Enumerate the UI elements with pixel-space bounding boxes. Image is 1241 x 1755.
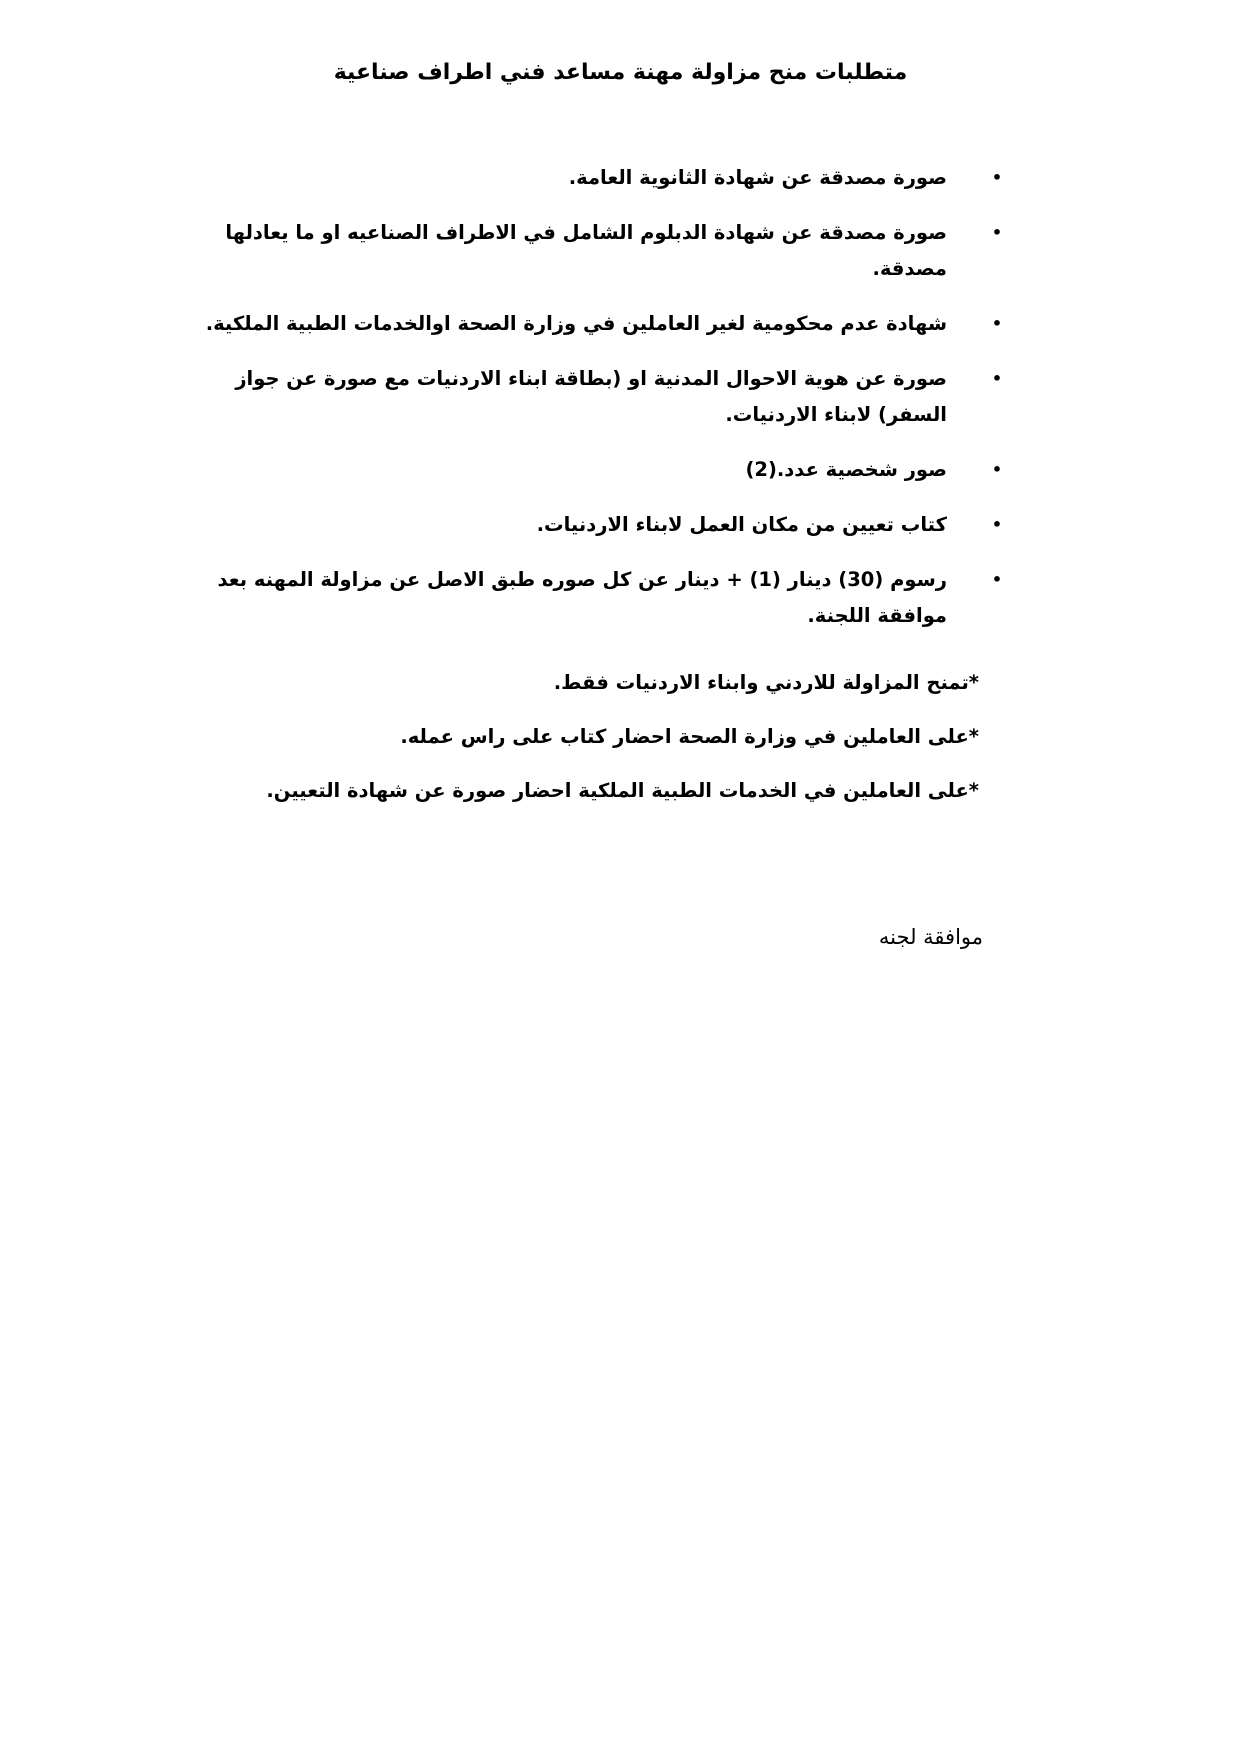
requirement-text: صورة عن هوية الاحوال المدنية او (بطاقة ابناء الاردنيات مع صورة عن جواز السفر) لابناء الاردنيات. bbox=[235, 367, 947, 426]
requirements-list bbox=[183, 160, 1003, 653]
requirement-text: كتاب تعيين من مكان العمل لابناء الاردنيات. bbox=[536, 513, 947, 536]
bullet-icon: • bbox=[991, 570, 1003, 589]
document-title: متطلبات منح مزاولة مهنة مساعد فني اطراف صناعية bbox=[333, 60, 908, 85]
requirement-item-5 bbox=[183, 452, 1003, 488]
bullet-icon: • bbox=[991, 223, 1003, 242]
note-1: *تمنح المزاولة للاردني وابناء الاردنيات فقط. bbox=[553, 671, 979, 694]
bullet-icon: • bbox=[991, 314, 1003, 333]
requirement-text: صورة مصدقة عن شهادة الدبلوم الشامل في الاطراف الصناعيه او ما يعادلها مصدقة. bbox=[225, 221, 947, 280]
requirement-item-6 bbox=[183, 507, 1003, 543]
requirement-item-1 bbox=[183, 160, 1003, 196]
note-2: *على العاملين في وزارة الصحة احضار كتاب على راس عمله. bbox=[400, 725, 979, 748]
note-3: *على العاملين في الخدمات الطبية الملكية احضار صورة عن شهادة التعيين. bbox=[266, 779, 979, 802]
bullet-icon: • bbox=[991, 460, 1003, 479]
bullet-icon: • bbox=[991, 168, 1003, 187]
bullet-icon: • bbox=[991, 515, 1003, 534]
requirement-item-2 bbox=[183, 215, 1003, 287]
bullet-icon: • bbox=[991, 369, 1003, 388]
requirement-item-4 bbox=[183, 361, 1003, 433]
requirement-text: صورة مصدقة عن شهادة الثانوية العامة. bbox=[568, 166, 947, 189]
committee-approval-label: موافقة لجنه bbox=[878, 925, 983, 949]
notes-section bbox=[219, 665, 979, 827]
requirement-item-7 bbox=[183, 562, 1003, 634]
requirement-item-3 bbox=[183, 306, 1003, 342]
requirement-text: شهادة عدم محكومية لغير العاملين في وزارة الصحة اوالخدمات الطبية الملكية. bbox=[205, 312, 947, 335]
requirement-text: صور شخصية عدد.(2) bbox=[745, 458, 947, 481]
requirement-text: رسوم (30) دينار (1) + دينار عن كل صوره طبق الاصل عن مزاولة المهنه بعد موافقة اللجنة. bbox=[217, 568, 947, 627]
